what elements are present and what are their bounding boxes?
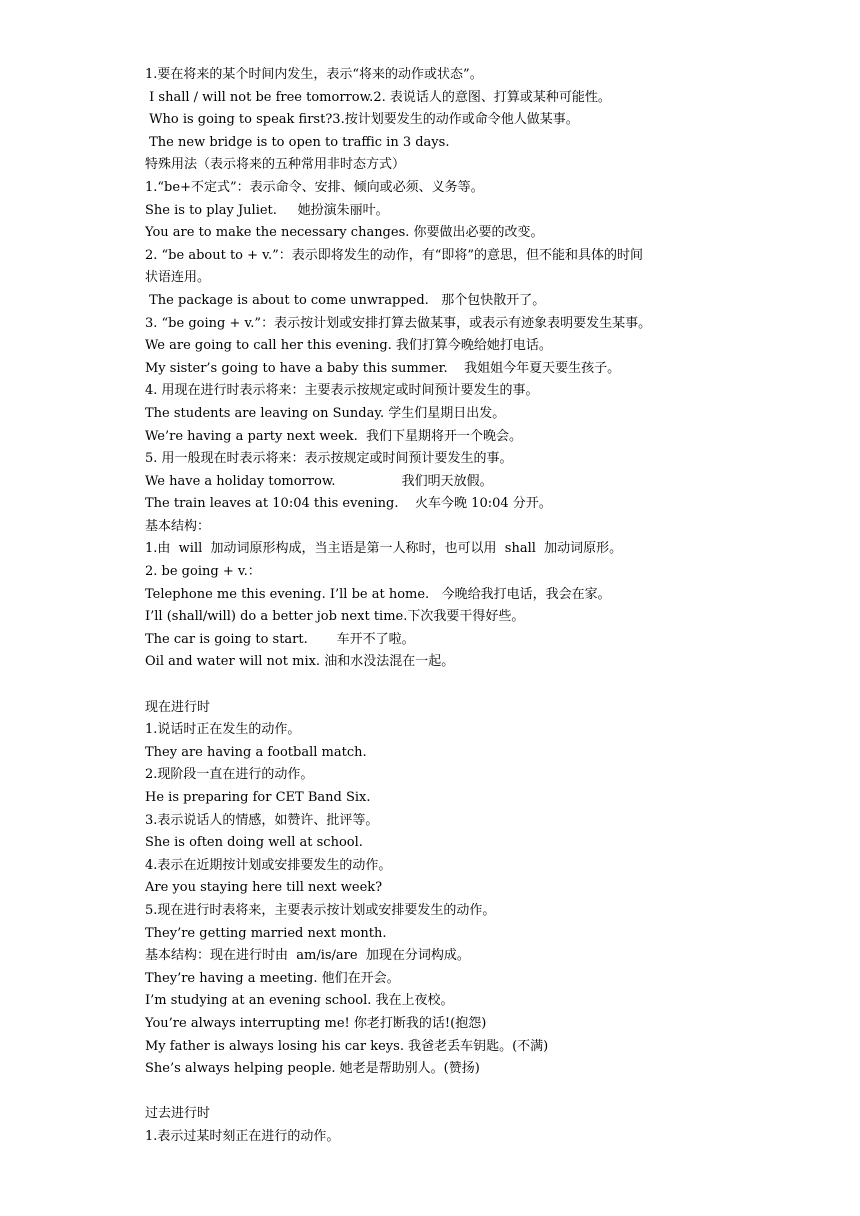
text-line: 1.说话时正在发生的动作。 — [145, 722, 301, 738]
text-line: 1.表示过某时刻正在进行的动作。 — [145, 1128, 340, 1144]
text-line: Telephone me this evening. I’ll be at home. 今晚给我打电话，我会在家。 — [145, 586, 611, 602]
text-line: 现在进行时 — [145, 699, 211, 715]
text-line: She is often doing well at school. — [145, 835, 363, 851]
blank-line — [145, 1081, 725, 1104]
text-line: 3.表示说话人的情感，如赞许、批评等。 — [145, 812, 379, 828]
text-line: You’re always interrupting me! 你老打断我的话!(抱怨) — [145, 1015, 487, 1031]
text-line: Are you staying here till next week? — [145, 880, 383, 896]
text-line: You are to make the necessary changes. 你要做出必要的改变。 — [145, 225, 544, 241]
text-line: 特殊用法（表示将来的五种常用非时态方式） — [145, 157, 406, 173]
text-line: They are having a football match. — [145, 744, 367, 760]
text-line: They’re getting married next month. — [145, 925, 387, 941]
text-line: She’s always helping people. 她老是帮助别人。(赞扬) — [145, 1061, 480, 1077]
text-line: We are going to call her this evening. 我们打算今晚给她打电话。 — [145, 338, 552, 354]
text-line: She is to play Juliet. 她扮演朱丽叶。 — [145, 202, 389, 218]
text-line: My father is always losing his car keys. 我爸老丢车钥匙。(不满) — [145, 1038, 549, 1054]
blank-line — [145, 674, 725, 697]
text-line: 基本结构：现在进行时由 am/is/are 加现在分词构成。 — [145, 948, 470, 964]
text-line: 基本结构： — [145, 518, 211, 534]
text-line: I’m studying at an evening school. 我在上夜校。 — [145, 993, 454, 1009]
text-line: The train leaves at 10:04 this evening. 火车今晚 10:04 分开。 — [145, 496, 552, 512]
text-line: 状语连用。 — [145, 270, 211, 286]
text-line: The package is about to come unwrapped. 那个包快散开了。 — [145, 292, 546, 308]
text-line: 2. “be about to + v.”：表示即将发生的动作，有“即将”的意思，但不能和具体的时间 — [145, 247, 644, 263]
text-line: 1.要在将来的某个时间内发生，表示“将来的动作或状态”。 — [145, 67, 483, 82]
text-line: 4. 用现在进行时表示将来：主要表示按规定或时间预计要发生的事。 — [145, 383, 539, 399]
text-line: The car is going to start. 车开不了啦。 — [145, 631, 415, 647]
text-line: 5.现在进行时表将来，主要表示按计划或安排要发生的动作。 — [145, 902, 496, 918]
text-line: I’ll (shall/will) do a better job next time.下次我要干得好些。 — [145, 609, 525, 625]
text-line: 过去进行时 — [145, 1106, 211, 1122]
text-line: 1.“be+不定式”：表示命令、安排、倾向或必须、义务等。 — [145, 179, 484, 195]
text-line: 3. “be going + v.”：表示按计划或安排打算去做某事，或表示有迹象表明要发生某事。 — [145, 315, 652, 331]
text-line: The new bridge is to open to traffic in 3 days. — [145, 134, 450, 150]
text-line: Who is going to speak first?3.按计划要发生的动作或命令他人做某事。 — [145, 112, 579, 128]
text-line: The students are leaving on Sunday. 学生们星期日出发。 — [145, 405, 506, 421]
text-line: He is preparing for CET Band Six. — [145, 790, 371, 805]
text-line: 4.表示在近期按计划或安排要发生的动作。 — [145, 857, 392, 873]
document-body — [145, 64, 725, 1149]
text-line: 2. be going + v.： — [145, 564, 261, 580]
text-line: 1.由 will 加动词原形构成，当主语是第一人称时，也可以用 shall 加动词原形。 — [145, 541, 623, 557]
text-line: I shall / will not be free tomorrow.2. 表说话人的意图、打算或某种可能性。 — [145, 89, 611, 105]
text-line: 5. 用一般现在时表示将来：表示按规定或时间预计要发生的事。 — [145, 451, 513, 467]
text-line: They’re having a meeting. 他们在开会。 — [145, 970, 400, 986]
text-line: Oil and water will not mix. 油和水没法混在一起。 — [145, 654, 455, 670]
text-line: My sister’s going to have a baby this summer. 我姐姐今年夏天要生孩子。 — [145, 360, 621, 376]
text-line: We’re having a party next week. 我们下星期将开一个晚会。 — [145, 428, 523, 444]
text-line: 2.现阶段一直在进行的动作。 — [145, 767, 314, 783]
text-line: We have a holiday tomorrow. 我们明天放假。 — [145, 473, 493, 489]
